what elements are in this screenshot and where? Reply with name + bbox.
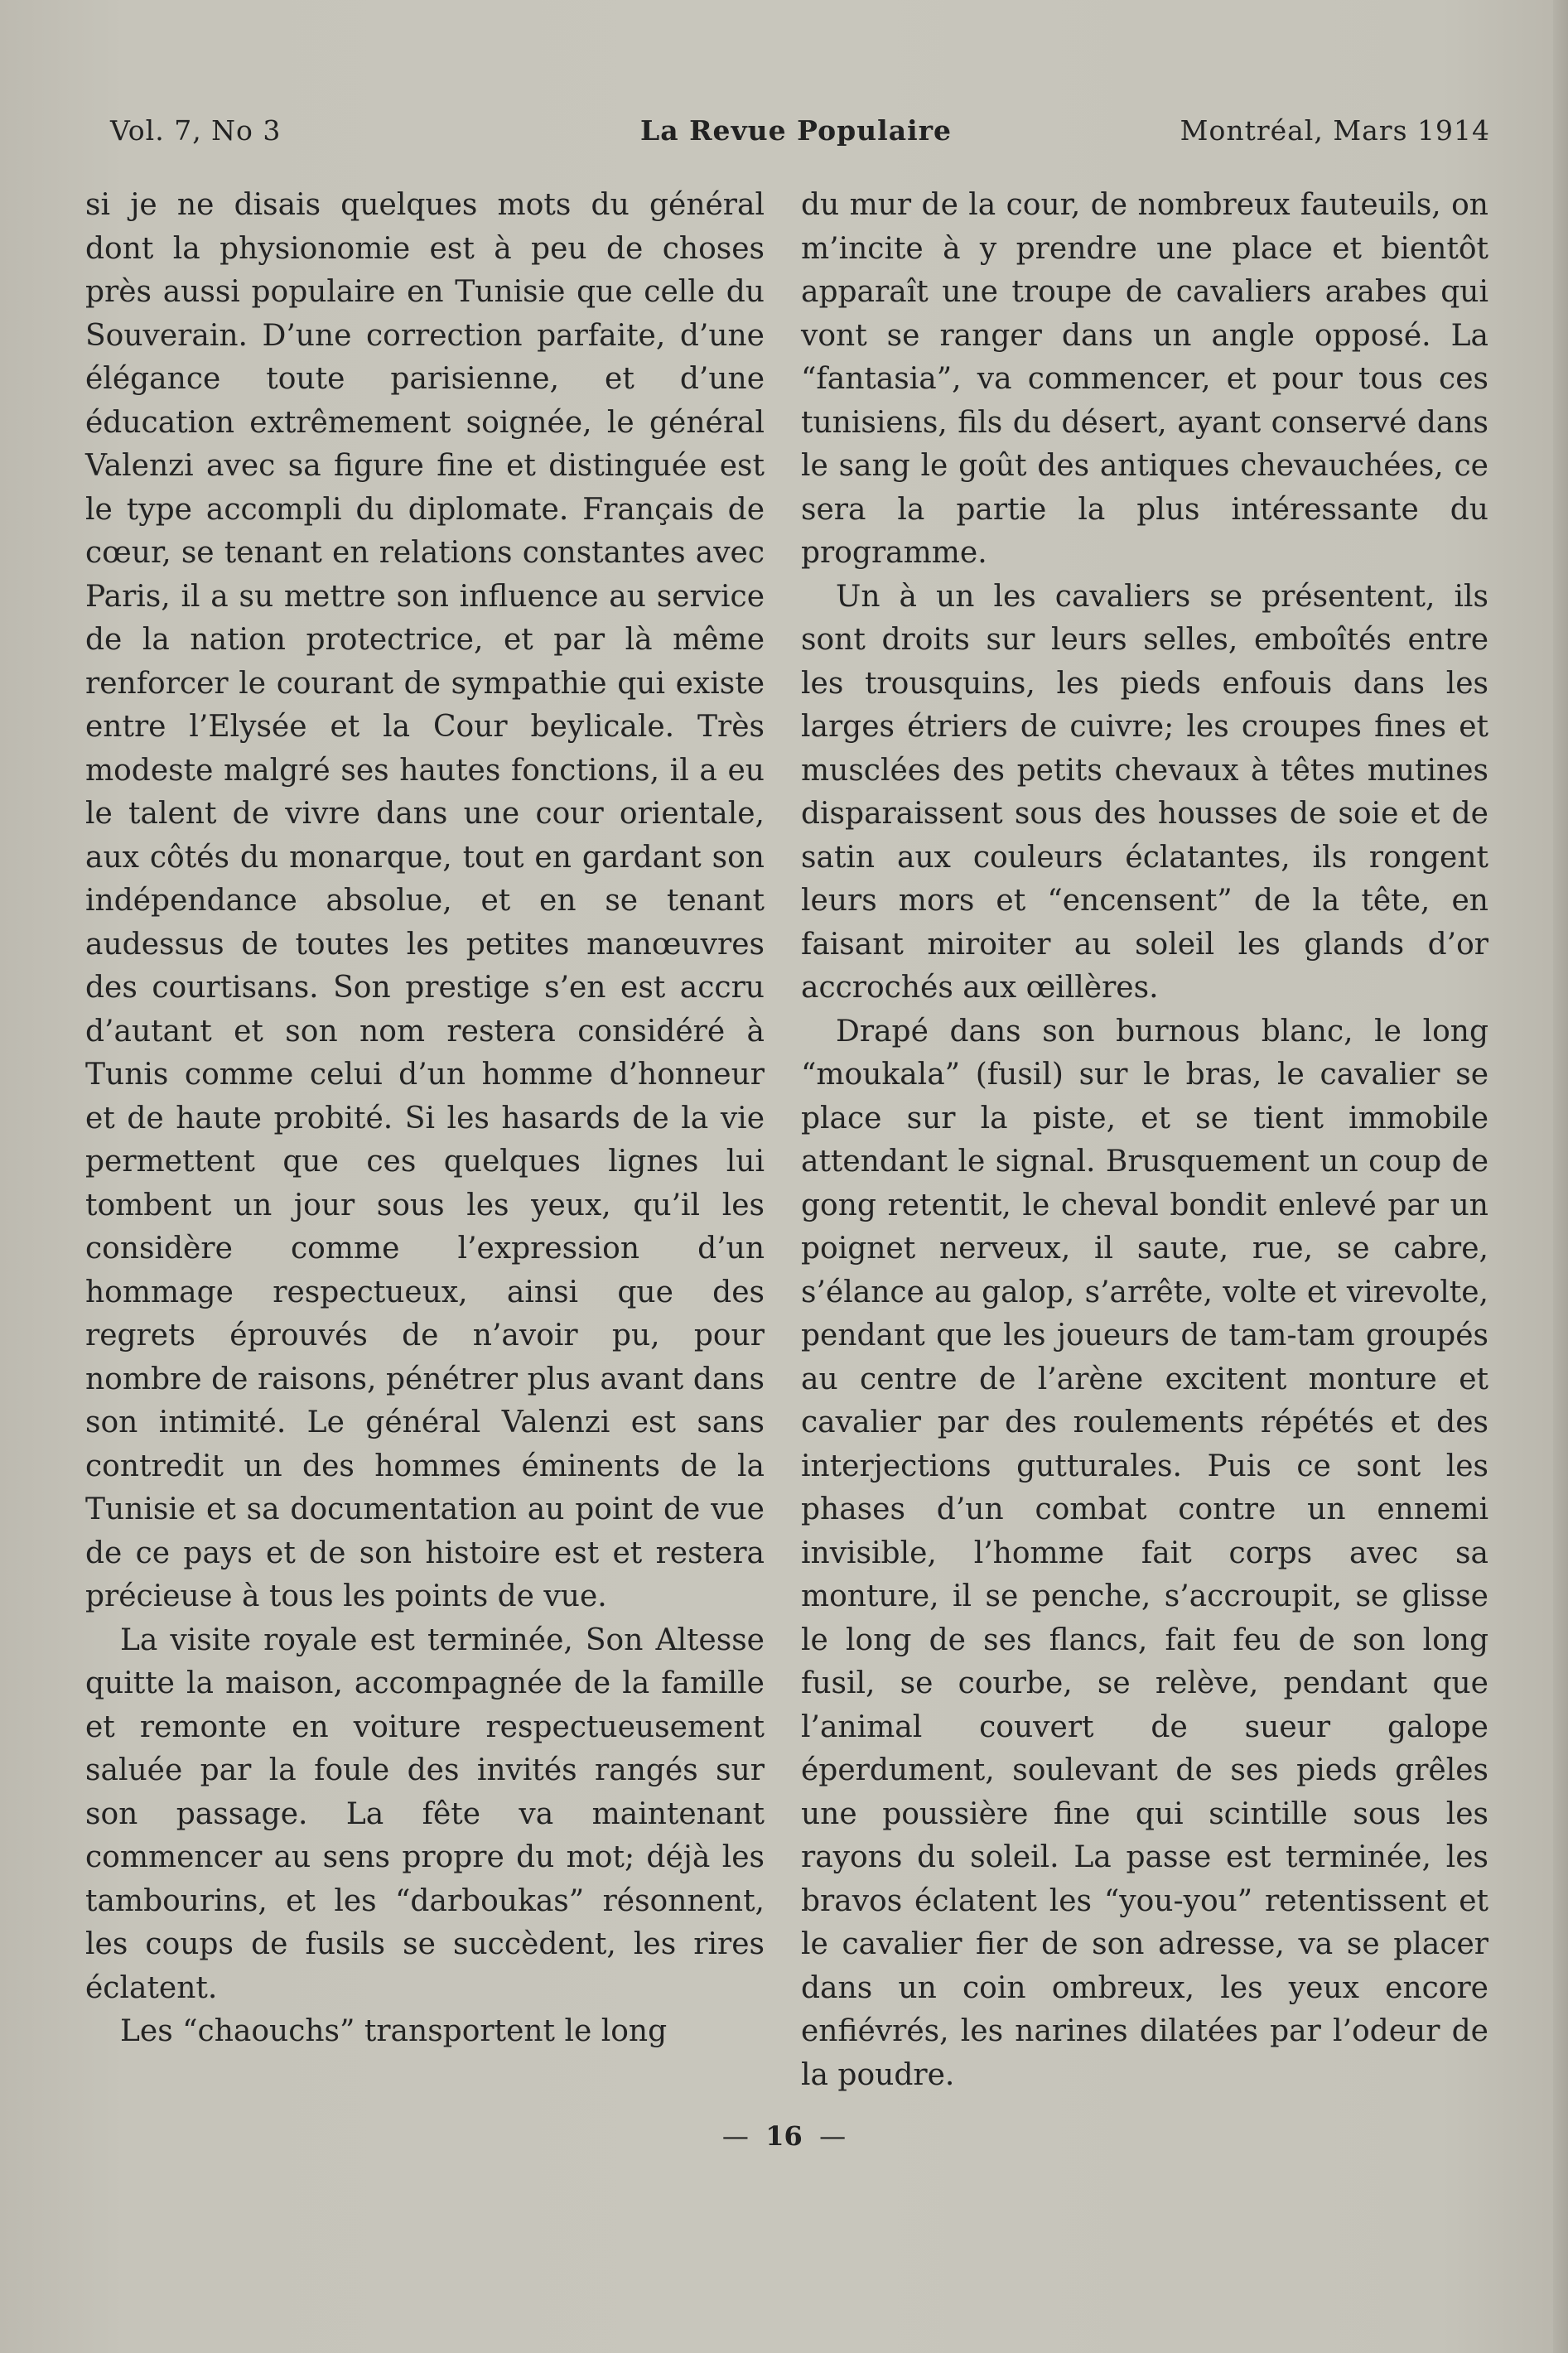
running-header	[110, 114, 1490, 164]
dash-left: —	[721, 2120, 766, 2152]
journal-title: La Revue Populaire	[640, 114, 952, 147]
paragraph: La visite royale est terminée, Son Altesse quitte la maison, accompagnée de la famille et remonte en voiture respectueusement saluée par la foule des invités rangés sur son passage. La fête va maintenant commencer au sens propre du mot; déjà les tambourins, et les “darboukas” résonnent, les coups de fusils se succèdent, les rires éclatent.	[85, 1623, 765, 2005]
paragraph: si je ne disais quelques mots du général dont la physionomie est à peu de choses près aussi populaire en Tunisie que celle du Souverain. D’une correction parfaite, d’une élégance toute parisienne, et d’une éducation extrêmement soignée, le général Valenzi avec sa figure fine et distinguée est le type accompli du diplomate. Français de cœur, se tenant en relations constantes avec Paris, il a su mettre son influence au service de la nation protectrice, et par là même renforcer le courant de sympathie qui existe entre l’Elysée et la Cour beylicale. Très modeste malgré ses hautes fonctions, il a eu le talent de vivre dans une cour orientale, aux côtés du monarque, tout en gardant son indépendance absolue, et en se tenant audessus de toutes les petites manœuvres des courtisans. Son prestige s’en est accru d’autant et son nom restera considéré à Tunis comme celui d’un homme d’honneur et de haute probité. Si les hasards de la vie permettent que ces quelques lignes lui tombent un jour sous les yeux, qu’il les considère comme l’expression d’un hommage respectueux, ainsi que des regrets éprouvés de n’avoir pu, pour nombre de raisons, pénétrer plus avant dans son intimité. Le général Valenzi est sans contredit un des hommes éminents de la Tunisie et sa documentation au point de vue de ce pays et de son histoire est et restera précieuse à tous les points de vue.	[85, 188, 765, 1613]
paragraph: du mur de la cour, de nombreux fauteuils, on m’incite à y prendre une place et bientôt apparaît une troupe de cavaliers arabes qui vont se ranger dans un angle opposé. La “fantasia”, va commencer, et pour tous ces tunisiens, fils du désert, ayant conservé dans le sang le goût des antiques chevauchées, ce sera la partie la plus intéressante du programme.	[801, 188, 1488, 570]
page-number: 16	[765, 2120, 803, 2152]
paragraph: Un à un les cavaliers se présentent, ils sont droits sur leurs selles, emboîtés entre les trousquins, les pieds enfouis dans les larges étriers de cuivre; les croupes fines et musclées des petits chevaux à têtes mutines disparaissent sous des housses de soie et de satin aux couleurs éclatantes, ils rongent leurs mors et “encensent” de la tête, en faisant miroiter au soleil les glands d’or accrochés aux œillères.	[801, 579, 1488, 1005]
left-column	[85, 184, 765, 2054]
page-edge	[1553, 0, 1568, 2353]
paragraph: Les “chaouchs” transportent le long	[120, 2014, 668, 2048]
paragraph: Drapé dans son burnous blanc, le long “moukala” (fusil) sur le bras, le cavalier se place sur la piste, et se tient immobile attendant le signal. Brusquement un coup de gong retentit, le cheval bondit enlevé par un poignet nerveux, il saute, rue, se cabre, s’élance au galop, s’arrête, volte et virevolte, pendant que les joueurs de tam-tam groupés au centre de l’arène excitent monture et cavalier par des roulements répétés et des interjections gutturales. Puis ce sont les phases d’un combat contre un ennemi invisible, l’homme fait corps avec sa monture, il se penche, s’accroupit, se glisse le long de ses flancs, fait feu de son long fusil, se courbe, se relève, pendant que l’animal couvert de sueur galope éperdument, soulevant de ses pieds grêles une poussière fine qui scintille sous les rayons du soleil. La passe est terminée, les bravos éclatent les “you-you” retentissent et le cavalier fier de son adresse, va se placer dans un coin ombreux, les yeux encore enfiévrés, les narines dilatées par l’odeur de la poudre.	[801, 1014, 1488, 2092]
page-footer	[0, 2120, 1568, 2152]
volume-number: Vol. 7, No 3	[110, 114, 282, 147]
right-column	[801, 184, 1488, 2097]
dash-right: —	[802, 2120, 847, 2152]
place-and-date: Montréal, Mars 1914	[1180, 114, 1490, 147]
